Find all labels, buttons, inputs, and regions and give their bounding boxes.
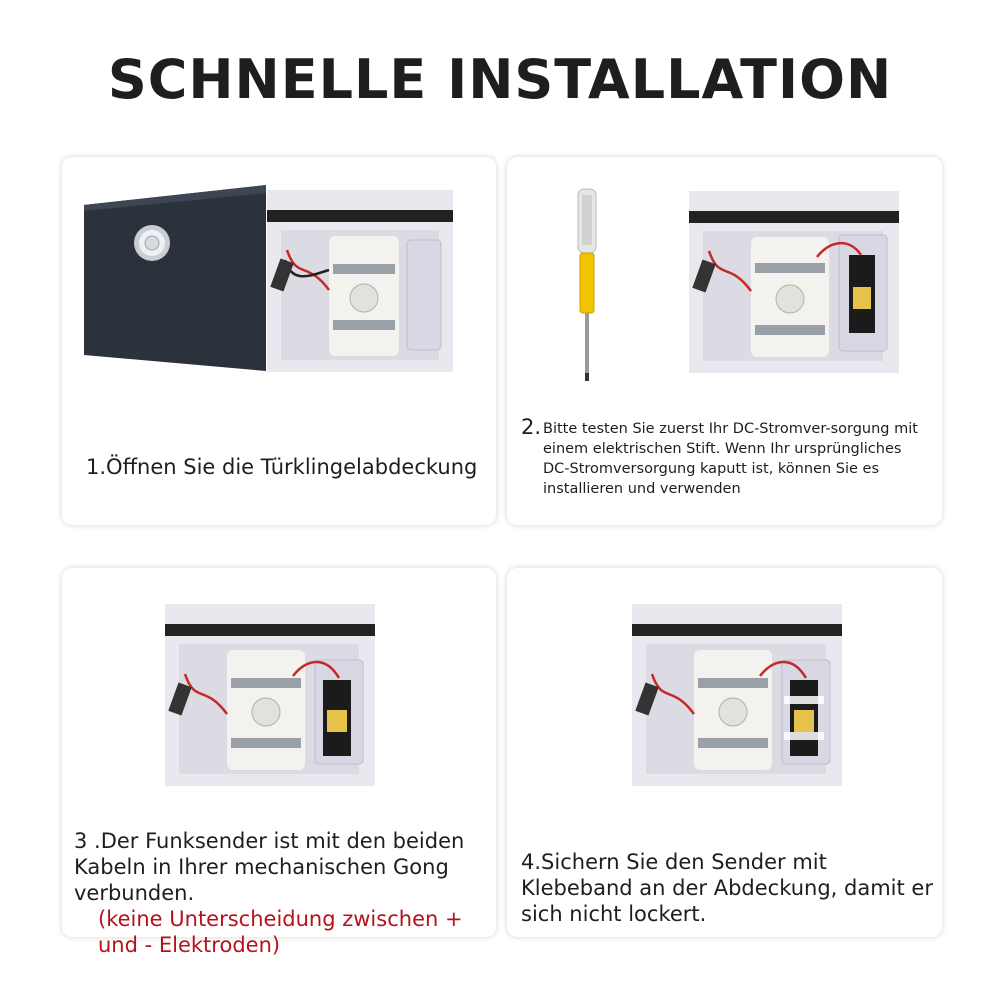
chime-interior-photo	[267, 190, 453, 372]
step-4-card	[507, 568, 942, 937]
step-3-warning: (keine Unterscheidung zwischen + und - Elektroden)	[98, 907, 463, 957]
step-1-card	[62, 157, 496, 525]
transmitter-photo	[632, 604, 842, 786]
step-2-number: 2.	[521, 415, 542, 439]
step-2-text	[521, 415, 931, 499]
step-3-card	[62, 568, 496, 957]
step-3-body: Der Funksender ist mit den beiden Kabeln in Ihrer mechanischen Gong verbunden.	[74, 829, 465, 905]
doorbell-cover-photo	[80, 185, 270, 375]
test-pen-photo	[570, 187, 610, 383]
chime-interior-photo	[689, 191, 899, 373]
page-title: SCHNELLE INSTALLATION	[107, 48, 893, 111]
step-2-body: Bitte testen Sie zuerst Ihr DC-Stromver-sorgung mit einem elektrischen Stift. Wenn Ihr ursprüngliches DC-Stromversorgung kaputt ist, können Sie es installieren und verwenden	[543, 421, 918, 497]
step-2-card	[507, 157, 942, 525]
step-3-number: 3 .	[74, 829, 101, 853]
step-4-body: Sichern Sie den Sender mit Klebeband an der Abdeckung, damit er sich nicht lockert.	[521, 850, 933, 926]
step-3-text	[74, 828, 494, 958]
step-1-text: 1.Öffnen Sie die Türklingelabdeckung	[86, 455, 478, 479]
step-4-text	[521, 849, 941, 927]
transmitter-photo	[165, 604, 375, 786]
step-4-number: 4.	[521, 850, 542, 874]
